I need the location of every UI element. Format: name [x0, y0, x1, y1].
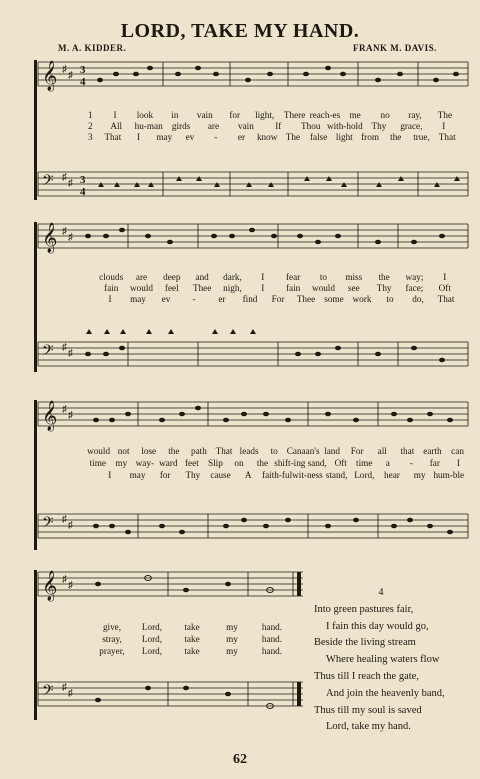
lyric-word: grace, [400, 121, 423, 131]
treble-staff [38, 570, 303, 598]
stanza-line: Into green pastures fair, [314, 603, 414, 615]
lyric-word: lose [141, 446, 157, 456]
svg-text:♯: ♯ [62, 342, 67, 353]
lyric-word: time [89, 458, 106, 468]
lyric-word: the [256, 458, 269, 468]
svg-text:𝄞: 𝄞 [42, 61, 58, 91]
lyric-word: For [350, 446, 364, 456]
lyric-word: ev [185, 132, 195, 142]
lyricist-credit: M. A. KIDDER. [58, 43, 127, 53]
stanza-number: 4 [378, 587, 384, 598]
lyric-word: to [270, 446, 278, 456]
lyric-word: light, [255, 110, 275, 120]
lyric-word: Oft [334, 458, 347, 468]
svg-text:♯: ♯ [62, 404, 67, 415]
lyric-word: A [244, 470, 252, 480]
lyric-word: That [438, 132, 456, 142]
lyric-word: Thy [371, 121, 387, 131]
lyric-word: are [135, 272, 148, 282]
lyric-word: for [159, 470, 171, 480]
lyric-line [92, 646, 292, 656]
lyric-word: see [347, 283, 360, 293]
svg-text:𝄞: 𝄞 [42, 571, 58, 600]
lyric-word: give, [102, 622, 122, 632]
hymn-title: LORD, TAKE MY HAND. [120, 20, 360, 42]
lyric-word: - [409, 458, 413, 468]
lyric-word: ward [159, 458, 178, 468]
lyric-word: fear [285, 272, 301, 282]
lyric-word: miss [345, 272, 363, 282]
stanza-line: I fain this day would go, [326, 620, 429, 632]
lyric-word: the [390, 132, 402, 142]
lyric-word: earth [423, 446, 442, 456]
lyric-word: no [380, 110, 390, 120]
lyric-word: that [400, 446, 415, 456]
lyric-word: face; [405, 283, 424, 293]
lyric-word: faith-ful [262, 470, 293, 480]
system-bracket [34, 60, 37, 200]
lyric-word: Thee [296, 294, 316, 304]
lyric-word: Lord, [141, 646, 163, 656]
svg-text:♯: ♯ [68, 178, 73, 189]
svg-text:3: 3 [80, 174, 86, 186]
stanza-line: Thus till I reach the gate, [314, 670, 419, 682]
lyric-word: to [319, 272, 328, 282]
lyric-word: If [275, 121, 282, 131]
lyric-line [86, 446, 470, 456]
svg-text:𝄢: 𝄢 [42, 514, 54, 534]
stanza-4 [306, 585, 456, 736]
lyric-word: I [137, 132, 141, 142]
svg-text:♯: ♯ [68, 348, 73, 359]
staff-lines [38, 570, 303, 598]
lyric-word: Lord, [354, 470, 375, 480]
stanza-line: Thus till my soul is saved [314, 704, 422, 716]
lyric-word: Oft [438, 283, 451, 293]
lyric-word: All [110, 121, 123, 131]
lyric-word: er [237, 132, 246, 142]
lyric-word: the [378, 272, 390, 282]
lyric-word: take [184, 646, 200, 656]
bass-staff [38, 340, 468, 368]
stanza-line: And join the heavenly band, [326, 687, 445, 699]
lyric-line [96, 283, 460, 293]
lyric-word: I [113, 110, 117, 120]
lyric-word: - [192, 294, 196, 304]
svg-text:♯: ♯ [68, 688, 73, 699]
lyric-word: with-hold [326, 121, 363, 131]
lyric-word: Thy [376, 283, 392, 293]
lyric-word: Lord, [141, 634, 163, 644]
lyric-line [92, 622, 292, 632]
lyric-word: hum-ble [433, 470, 465, 480]
lyric-word: er [218, 294, 226, 304]
lyric-word: Thee [192, 283, 212, 293]
lyric-word: all [377, 446, 387, 456]
lyric-word: hand. [261, 646, 283, 656]
lyric-word: my [115, 458, 128, 468]
svg-text:3: 3 [80, 64, 86, 76]
system-bracket [34, 222, 37, 372]
lyric-word: I [443, 272, 447, 282]
lyric-word: way- [135, 458, 155, 468]
lyric-word: hand. [261, 622, 283, 632]
svg-text:𝄞: 𝄞 [42, 401, 58, 430]
lyric-word: look [136, 110, 154, 120]
staff-lines [38, 340, 468, 368]
lyric-word: land [324, 446, 340, 456]
bass-staff [38, 170, 468, 198]
svg-text:4: 4 [80, 186, 86, 198]
lyric-word: stand, [325, 470, 348, 480]
svg-text:𝄢: 𝄢 [42, 682, 54, 702]
lyric-word: do, [412, 294, 424, 304]
lyric-word: fain [285, 283, 301, 293]
lyric-word: hear [384, 470, 400, 480]
lyric-word: reach-es [309, 110, 341, 120]
lyric-word: light [335, 132, 353, 142]
svg-text:♯: ♯ [68, 580, 73, 591]
lyric-word: a [385, 458, 390, 468]
svg-text:♯: ♯ [68, 520, 73, 531]
lyric-line [100, 132, 460, 142]
treble-staff [38, 222, 468, 250]
svg-text:♯: ♯ [62, 682, 67, 693]
lyric-word: I [108, 470, 112, 480]
lyric-word: not [117, 446, 130, 456]
lyric-word: ray, [408, 110, 422, 120]
lyric-word: The [285, 132, 301, 142]
lyric-word: hand. [261, 634, 283, 644]
staff-lines [38, 170, 468, 198]
lyric-word: That [437, 294, 455, 304]
lyric-word: I [456, 458, 460, 468]
verse-number: 3 [88, 132, 93, 142]
lyric-word: far [429, 458, 440, 468]
lyric-word: my [226, 646, 238, 656]
lyric-word: girds [171, 121, 191, 131]
verse-number: 1 [88, 110, 93, 120]
svg-text:♯: ♯ [62, 514, 67, 525]
treble-staff [38, 400, 468, 428]
lyric-line [96, 470, 464, 480]
staff-lines [38, 512, 468, 540]
lyric-word: take [184, 634, 200, 644]
lyric-word: Lord, [141, 622, 163, 632]
lyric-word: to [386, 294, 394, 304]
lyric-word: The [437, 110, 453, 120]
svg-text:♯: ♯ [68, 70, 73, 81]
svg-text:𝄞: 𝄞 [42, 223, 58, 252]
lyric-word: in [171, 110, 179, 120]
lyric-word: feet [185, 458, 199, 468]
svg-text:4: 4 [80, 76, 86, 88]
lyric-word: for [229, 110, 241, 120]
svg-text:♯: ♯ [62, 574, 67, 585]
lyric-word: are [207, 121, 220, 131]
lyric-word: the [168, 446, 180, 456]
stanza-line: Lord, take my hand. [326, 721, 411, 733]
lyric-word: and [195, 272, 209, 282]
lyric-word: would [87, 446, 111, 456]
lyric-line [96, 272, 460, 282]
lyric-word: take [184, 622, 200, 632]
lyric-word: clouds [99, 272, 124, 282]
lyric-word: false [309, 132, 328, 142]
lyric-word: way; [405, 272, 424, 282]
staff-lines [38, 680, 303, 708]
lyric-word: shift-ing [274, 458, 306, 468]
lyric-word: work [352, 294, 372, 304]
lyric-word: Canaan's [286, 446, 320, 456]
svg-text:♯: ♯ [68, 232, 73, 243]
lyric-line [100, 110, 460, 120]
lyric-word: That [215, 446, 233, 456]
staff-lines [38, 60, 468, 91]
lyric-word: may [130, 294, 146, 304]
staff-lines [38, 222, 468, 250]
lyric-word: time [356, 458, 373, 468]
lyric-word: fain [104, 283, 119, 293]
lyric-word: vain [196, 110, 213, 120]
lyric-word: I [261, 283, 265, 293]
bass-staff [38, 680, 303, 708]
lyric-word: cause [210, 470, 231, 480]
lyric-word: would [130, 283, 153, 293]
lyric-word: me [349, 110, 361, 120]
lyric-word: I [108, 294, 112, 304]
lyric-word: true, [413, 132, 430, 142]
lyric-word: nigh, [223, 283, 242, 293]
svg-text:𝄢: 𝄢 [42, 342, 54, 362]
system-bracket [34, 400, 37, 550]
lyric-line [86, 458, 470, 468]
lyric-word: may [129, 470, 146, 480]
lyric-word: some [324, 294, 344, 304]
lyric-word: find [242, 294, 258, 304]
svg-text:♯: ♯ [62, 64, 67, 75]
lyric-word: wit-ness [292, 470, 323, 480]
lyric-line [96, 294, 460, 304]
lyric-word: Slip [208, 458, 223, 468]
lyric-word: vain [237, 121, 254, 131]
lyric-word: leads [239, 446, 259, 456]
lyric-word: I [442, 121, 446, 131]
lyric-word: Thou [301, 121, 321, 131]
svg-text:𝄢: 𝄢 [42, 172, 54, 192]
lyric-word: feel [164, 283, 179, 293]
svg-text:♯: ♯ [62, 226, 67, 237]
svg-text:♯: ♯ [62, 172, 67, 183]
treble-staff [38, 60, 468, 91]
lyric-word: path [191, 446, 207, 456]
lyric-word: may [156, 132, 173, 142]
lyric-word: my [226, 634, 238, 644]
lyric-word: sand, [307, 458, 327, 468]
composer-credit: FRANK M. DAVIS. [353, 43, 437, 53]
lyric-word: my [413, 470, 426, 480]
lyric-word: from [361, 132, 379, 142]
lyric-word: prayer, [99, 646, 125, 656]
lyric-word: ev [161, 294, 171, 304]
system-bracket [34, 570, 37, 720]
lyric-word: stray, [102, 634, 122, 644]
lyric-word: hu-man [134, 121, 163, 131]
lyric-word: on [234, 458, 244, 468]
lyric-line [100, 121, 460, 131]
lyric-word: deep [163, 272, 181, 282]
lyric-word: There [283, 110, 306, 120]
svg-text:♯: ♯ [68, 410, 73, 421]
lyric-word: know [256, 132, 278, 142]
page-number: 62 [233, 752, 247, 767]
lyric-word: would [311, 283, 335, 293]
stanza-line: Where healing waters flow [326, 654, 440, 666]
lyric-word: my [226, 622, 238, 632]
staff-lines [38, 400, 468, 428]
lyric-word: I [261, 272, 265, 282]
lyric-line [92, 634, 292, 644]
lyric-word: That [104, 132, 122, 142]
lyric-word: - [214, 132, 218, 142]
bass-staff [38, 512, 468, 540]
lyric-word: For [271, 294, 285, 304]
lyric-word: can [451, 446, 464, 456]
stanza-line: Beside the living stream [314, 637, 416, 649]
verse-number: 2 [88, 121, 93, 131]
lyric-word: dark, [223, 272, 242, 282]
lyric-word: Thy [185, 470, 201, 480]
